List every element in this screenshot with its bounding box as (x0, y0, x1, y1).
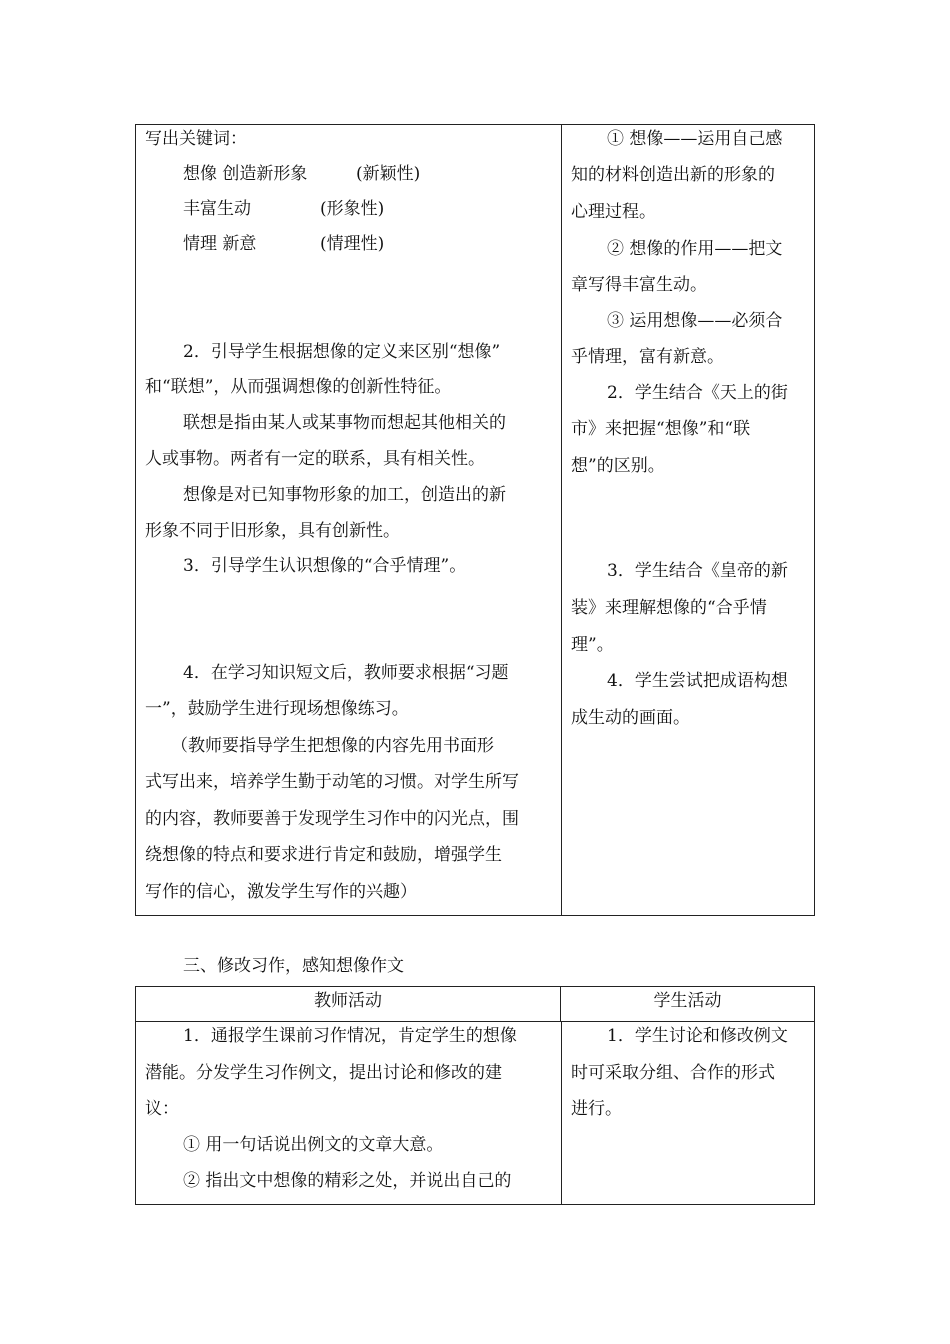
text-line: 乎情理，富有新意。 (571, 347, 724, 367)
text-line: 写出关键词： (145, 129, 247, 149)
text-line: (形象性) (320, 199, 385, 219)
text-line: 市》来把握“想像”和“联 (571, 419, 751, 439)
teacher-activity-cell (136, 1022, 562, 1204)
activity-table (135, 986, 815, 1205)
text-line: 潜能。分发学生习作例文，提出讨论和修改的建 (145, 1063, 502, 1083)
text-line: ① 想像——运用自己感 (607, 129, 783, 149)
student-activity-cell (561, 1022, 814, 1204)
header-teacher-activity: 教师活动 (136, 987, 561, 1021)
text-line: 一”，鼓励学生进行现场想像练习。 (145, 699, 409, 719)
text-line: 1．通报学生课前习作情况，肯定学生的想像 (183, 1026, 517, 1046)
text-line: 式写出来，培养学生勤于动笔的习惯。对学生所写 (145, 772, 519, 792)
section-heading: 三、修改习作，感知想像作文 (183, 956, 404, 976)
header-student-activity: 学生活动 (653, 991, 722, 1011)
text-line: 理”。 (571, 635, 614, 655)
text-line: 想像是对已知事物形象的加工，创造出的新 (183, 485, 506, 505)
text-line: 2．学生结合《天上的街 (607, 383, 788, 403)
text-line: 和“联想”，从而强调想像的创新性特征。 (145, 377, 452, 397)
text-line: ② 想像的作用——把文 (607, 239, 783, 259)
text-line: 成生动的画面。 (571, 708, 690, 728)
teacher-activity-cell (136, 125, 562, 915)
text-line: （教师要指导学生把想像的内容先用书面形 (171, 736, 494, 756)
text-line: 2．引导学生根据想像的定义来区别“想像” (183, 342, 501, 362)
text-line: (情理性) (320, 234, 385, 254)
table-header-row (136, 987, 814, 1022)
text-line: ② 指出文中想像的精彩之处，并说出自己的 (183, 1171, 512, 1191)
text-line: 议： (145, 1099, 179, 1119)
text-line: 进行。 (571, 1099, 622, 1119)
text-line: 时可采取分组、合作的形式 (571, 1063, 775, 1083)
text-line: 想像 创造新形象 (183, 164, 308, 184)
text-line: ③ 运用想像——必须合 (607, 311, 783, 331)
text-line: 4．学生尝试把成语构想 (607, 671, 788, 691)
student-activity-cell (561, 125, 814, 915)
text-line: 的内容，教师要善于发现学生习作中的闪光点，围 (145, 809, 519, 829)
text-line: 3．引导学生认识想像的“合乎情理”。 (183, 556, 467, 576)
text-line: 绕想像的特点和要求进行肯定和鼓励，增强学生 (145, 845, 502, 865)
text-line: 3．学生结合《皇帝的新 (607, 561, 788, 581)
text-line: 4．在学习知识短文后，教师要求根据“习题 (183, 663, 509, 683)
text-line: (新颖性) (356, 164, 421, 184)
text-line: 情理 新意 (183, 234, 257, 254)
text-line: 章写得丰富生动。 (571, 275, 707, 295)
text-line: 丰富生动 (183, 199, 251, 219)
text-line: 写作的信心，激发学生写作的兴趣） (145, 882, 417, 902)
text-line: 知的材料创造出新的形象的 (571, 165, 775, 185)
text-line: 人或事物。两者有一定的联系，具有相关性。 (145, 449, 485, 469)
activity-table-continued (135, 124, 815, 916)
text-line: ① 用一句话说出例文的文章大意。 (183, 1135, 444, 1155)
text-line: 形象不同于旧形象，具有创新性。 (145, 521, 400, 541)
text-line: 装》来理解想像的“合乎情 (571, 598, 767, 618)
text-line: 心理过程。 (571, 202, 656, 222)
text-line: 想”的区别。 (571, 456, 665, 476)
text-line: 1．学生讨论和修改例文 (607, 1026, 788, 1046)
text-line: 联想是指由某人或某事物而想起其他相关的 (183, 413, 506, 433)
